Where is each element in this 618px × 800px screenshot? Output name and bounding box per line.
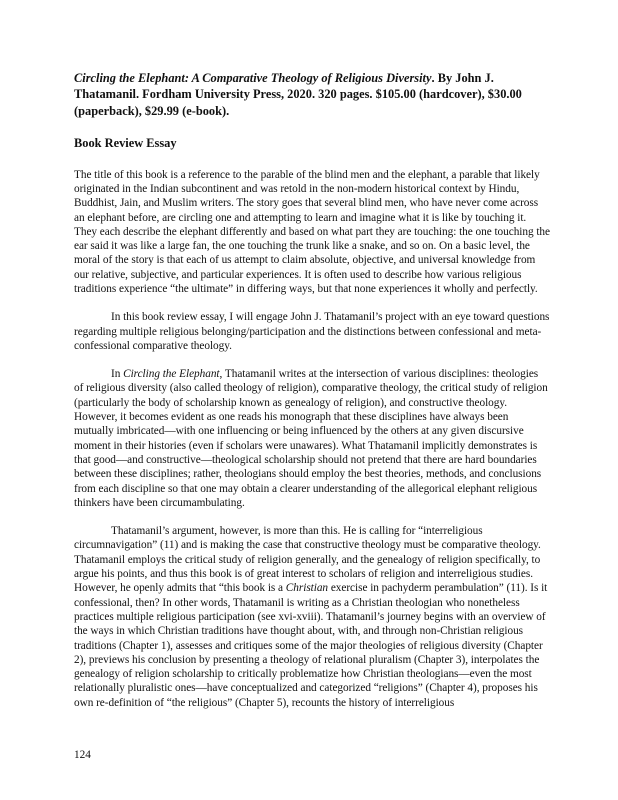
paragraph-4-rest: exercise in pachyderm perambulation” (11). Is it confessional, then? In other words, Thatamanil is writing as a Christian theologian who nonetheless practices multiple religious participation (see xvi-xviii). Thatamanil’s journey begins with an overview of the ways in which Christian traditions have thought about, with, and through non-Christian religious traditions (Chapter 1), assesses and critiques some of the major theologies of religious diversity (Chapter 2), previews his conclusion by presenting a theology of relational pluralism (Chapter 3), interpolates the genealogy of religion scholarship to critically problematize how Christian theologians—even the most relationally pluralistic ones—have conceptualized and categorized “religions” (Chapter 4), proposes his own re-definition of “the religious” (Chapter 5), recounts the history of interreligious (74, 582, 548, 709)
section-heading: Book Review Essay (74, 136, 177, 151)
document-page (74, 70, 550, 724)
paragraph-1: The title of this book is a reference to the parable of the blind men and the elephant, a parable that likely originated in the Indian subcontinent and was retold in the non-modern historical context by Hindu, Buddhist, Jain, and Muslim writers. The story goes that several blind men, who have never come across an elephant before, are circling one and attempting to learn and imagine what it is like by touching it. They each describe the elephant differently and based on what part they are touching: the one touching the ear said it was like a large fan, the one touching the trunk like a snake, and so on. On a basic level, the moral of the story is that each of us attempt to claim absolute, objective, and universal knowledge from our relative, subjective, and particular experiences. It is often used to describe how various religious traditions experience “the ultimate” in differing ways, but that none experiences it wholly and perfectly. (74, 168, 550, 295)
paragraph-3-rest: , Thatamanil writes at the intersection of various disciplines: theologies of religious diversity (also called theology of religion), comparative theology, the critical study of religion (particularly the body of scholarship known as genealogy of religion), and constructive theology. However, it becomes evident as one reads his monograph that these disciplines have always been mutually imbricated—with one influencing or being influenced by the others at any given discursive moment in their histories (even if scholars were unawares). What Thatamanil implicitly demonstrates is that good—and constructive—theological scholarship should not pretend that there are hard boundaries between these disciplines; rather, theologians should employ the best theories, methods, and conclusions from each discipline so that one may obtain a clearer understanding of the allegorical elephant religious thinkers have been circumambulating. (74, 368, 548, 509)
page-number: 124 (74, 749, 91, 761)
paragraph-4-start: Thatamanil’s argument, however, is more than this. He is calling for “interreligious circumnavigation” (11) and is making the case that constructive theology must be comparative theology. Thatamanil employs the critical study of religion generally, and the genealogy of religion specifically, to argue his points, and thus this book is of great interest to scholars of religion and interreligious studies. However, he openly admits that “this book is a (74, 525, 541, 595)
paragraph-3 (74, 367, 550, 510)
paragraph-3-book-title: Circling the Elephant (123, 368, 220, 381)
paragraph-4 (74, 524, 550, 710)
paragraph-2: In this book review essay, I will engage John J. Thatamanil’s project with an eye toward questions regarding multiple religious belonging/participation and the distinctions between confessional and meta-confessional comparative theology. (74, 311, 550, 352)
paragraph-3-start: In (111, 368, 124, 381)
book-title: Circling the Elephant: A Comparative Theology of Religious Diversity (74, 71, 432, 85)
citation-details: . By John J. Thatamanil. Fordham University Press, 2020. 320 pages. $105.00 (hardcover), $30.00 (paperback), $29.99 (e-book). (74, 71, 522, 118)
book-citation (74, 70, 550, 119)
paragraph-4-emphasis: Christian (285, 582, 329, 595)
